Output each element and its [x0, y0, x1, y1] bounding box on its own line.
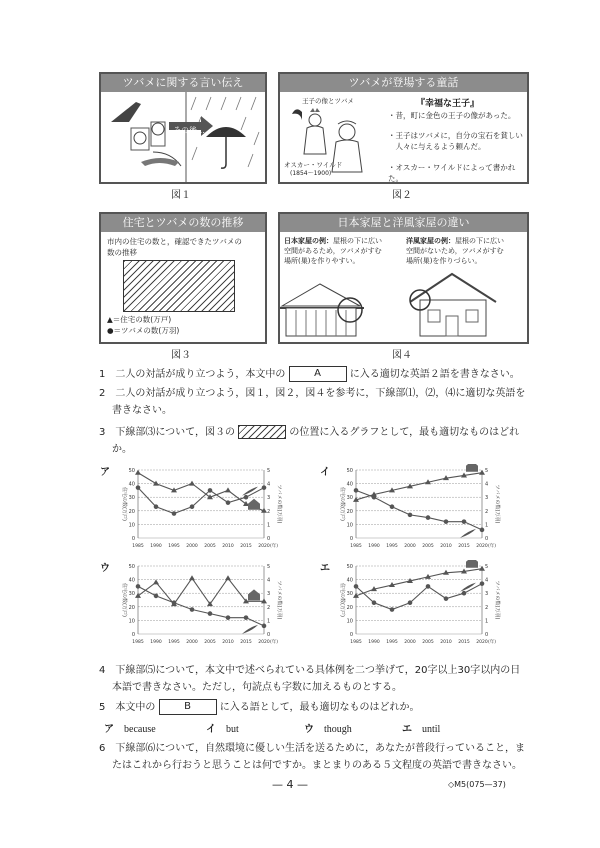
houses-data-point	[135, 470, 141, 475]
answer-box-a: A	[289, 366, 347, 382]
right-axis-title: ツバメの数(万羽)	[494, 580, 500, 620]
figure-4-panel	[278, 212, 529, 344]
right-axis-title: ツバメの数(万羽)	[276, 580, 282, 620]
right-tick-label: 5	[267, 564, 271, 570]
figure-2-caption: 図２	[392, 190, 412, 201]
figure-3-title: 住宅とツバメの数の推移	[101, 214, 265, 232]
swallows-data-point	[408, 600, 413, 605]
figure-2-title: ツバメが登場する童話	[280, 74, 527, 92]
right-tick-label: 5	[485, 564, 489, 570]
left-tick-label: 20	[346, 604, 353, 611]
x-tick-label: 2015	[240, 544, 252, 549]
swallows-data-point	[244, 495, 249, 500]
x-tick-label: 1985	[350, 544, 362, 549]
swallows-data-point	[262, 624, 267, 629]
swallow-icon	[242, 625, 258, 634]
choice-e	[402, 720, 440, 735]
swallows-data-point	[226, 500, 231, 505]
right-tick-label: 3	[485, 495, 489, 502]
right-tick-label: 1	[267, 618, 271, 625]
swallow-icon	[242, 487, 258, 496]
right-tick-label: 2	[485, 508, 489, 515]
swallows-series-line	[138, 488, 264, 514]
choice-a-mark: ア	[104, 724, 114, 735]
choice-a-word: because	[124, 724, 156, 735]
swallows-series-line	[356, 584, 482, 610]
swallows-data-point	[372, 495, 377, 500]
q1-text-a: 1 二人の対話が成り立つよう，本文中の	[99, 369, 286, 380]
jp-house-text	[284, 236, 402, 266]
chart-label-e: エ	[320, 563, 330, 574]
figure-3-caption: 図３	[171, 350, 191, 361]
x-tick-label: 1985	[132, 640, 144, 645]
swallows-data-point	[208, 611, 213, 616]
right-tick-label: 2	[485, 604, 489, 611]
answer-box-b: B	[159, 699, 217, 715]
left-tick-label: 20	[346, 508, 353, 515]
left-tick-label: 0	[131, 632, 135, 638]
right-tick-label: 4	[267, 577, 271, 584]
chart-option-a	[116, 464, 286, 560]
swallows-data-point	[372, 600, 377, 605]
right-tick-label: 0	[267, 536, 271, 542]
chart-label-u: ウ	[100, 563, 110, 574]
chart-label-a: ア	[100, 467, 110, 478]
swallows-data-point	[226, 615, 231, 620]
x-tick-label: 1985	[132, 544, 144, 549]
story-bullet-2: ・王子はツバメに，自分の宝石を貧しい	[388, 131, 523, 140]
swallows-data-point	[480, 581, 485, 586]
question-6-line-2: たはこれから行おうと思うことは何ですか。まとまりのある５文程度の英語で書きなさい。	[112, 760, 522, 771]
right-tick-label: 3	[267, 591, 271, 598]
right-tick-label: 1	[485, 618, 489, 625]
figure-1-title: ツバメに関する言い伝え	[101, 74, 265, 92]
x-tick-label: 2020	[258, 544, 270, 549]
x-tick-label: 1995	[168, 640, 180, 645]
left-tick-label: 40	[346, 577, 353, 584]
choice-i-word: but	[226, 724, 239, 735]
x-tick-label: 2020	[476, 640, 488, 645]
legend-houses: ▲＝住宅の数(万戸)	[107, 315, 172, 324]
swallows-data-point	[480, 528, 485, 533]
x-tick-label: 1990	[368, 640, 380, 645]
exam-code: ◇M5(075—37)	[448, 780, 506, 789]
choice-i	[206, 720, 239, 735]
x-tick-label: 2010	[440, 544, 452, 549]
author-label: オスカー・ワイルド	[284, 161, 343, 169]
x-tick-label: 1995	[386, 544, 398, 549]
jp-house-text-1: 屋根の下に広い	[333, 237, 382, 245]
left-tick-label: 30	[128, 591, 135, 598]
west-house-text-2: 空間がないため，ツバメがすむ	[406, 247, 504, 255]
swallows-data-point	[154, 504, 159, 509]
left-tick-label: 50	[346, 468, 353, 474]
houses-data-point	[225, 487, 231, 492]
swallows-data-point	[354, 584, 359, 589]
x-tick-label: 2005	[422, 640, 434, 645]
left-axis-title: 住宅の数(万戸)	[339, 583, 345, 617]
q5-text-b: に入る語として，最も適切なものはどれか。	[219, 702, 420, 713]
graph-placeholder	[123, 260, 235, 312]
left-tick-label: 0	[349, 536, 353, 542]
swallows-data-point	[136, 485, 141, 490]
left-axis-title: 住宅の数(万戸)	[121, 487, 127, 521]
x-tick-label: 2000	[404, 544, 416, 549]
houses-data-point	[225, 575, 231, 580]
choice-e-mark: エ	[402, 724, 412, 735]
figure-1-panel	[99, 72, 267, 184]
chart-option-i	[334, 464, 504, 560]
q3-text-b: の位置に入るグラフとして，最も適切なものはどれ	[289, 427, 520, 438]
right-tick-label: 2	[267, 508, 271, 515]
x-tick-label: 2005	[204, 640, 216, 645]
swallows-series-line	[138, 586, 264, 625]
swallows-data-point	[426, 515, 431, 520]
choice-u-mark: ウ	[304, 724, 314, 735]
x-tick-label: 2015	[458, 544, 470, 549]
swallows-data-point	[390, 504, 395, 509]
legend-swallows: ●＝ツバメの数(万羽)	[107, 326, 180, 335]
right-axis-title: ツバメの数(万羽)	[276, 484, 282, 524]
swallows-data-point	[444, 519, 449, 524]
book-title: 『幸福な王子』	[416, 99, 480, 109]
left-axis-title: 住宅の数(万戸)	[121, 583, 127, 617]
x-tick-label: 1995	[386, 640, 398, 645]
statue-label: 王子の像とツバメ	[302, 97, 354, 105]
swallows-data-point	[262, 485, 267, 490]
right-tick-label: 1	[267, 522, 271, 529]
left-tick-label: 30	[346, 591, 353, 598]
question-4-line-1: 4 下線部⑸について，本文中で述べられている具体例を二つ挙げて，20字以上30字以内の日	[99, 665, 521, 676]
right-tick-label: 4	[267, 481, 271, 488]
x-tick-label: 2000	[186, 640, 198, 645]
figure-2-panel	[278, 72, 529, 184]
x-tick-label: 2020	[258, 640, 270, 645]
left-tick-label: 10	[128, 618, 135, 625]
swallows-data-point	[172, 600, 177, 605]
x-tick-label: 2015	[240, 640, 252, 645]
question-6-line-1: 6 下線部⑹について，自然環境に優しい生活を送るために，あなたが普段行っていること，ま	[99, 743, 525, 754]
question-3	[99, 424, 539, 441]
swallows-data-point	[172, 511, 177, 516]
jp-house-label: 日本家屋の例：	[284, 237, 333, 245]
question-3-line-2: か。	[112, 444, 132, 455]
swallows-data-point	[154, 594, 159, 599]
chart-option-e	[334, 560, 504, 656]
left-tick-label: 30	[346, 495, 353, 502]
x-tick-label: 1985	[350, 640, 362, 645]
right-axis-title: ツバメの数(万羽)	[494, 484, 500, 524]
swallow-icon	[460, 529, 476, 538]
x-tick-label: 2005	[422, 544, 434, 549]
right-tick-label: 2	[267, 604, 271, 611]
question-4-line-2: 本語で書きなさい。ただし，句読点も字数に加えるものとする。	[112, 682, 402, 693]
west-house-text	[406, 236, 524, 266]
house-icon	[248, 499, 260, 510]
west-house-text-1: 屋根の下に広い	[455, 237, 504, 245]
chart-label-i: イ	[320, 467, 330, 478]
x-tick-label: 1990	[368, 544, 380, 549]
figure-3-desc-2: 数の推移	[107, 248, 137, 257]
swallows-data-point	[462, 519, 467, 524]
swallows-data-point	[390, 607, 395, 612]
x-tick-label: 2015	[458, 640, 470, 645]
left-tick-label: 20	[128, 604, 135, 611]
question-2-line-2: 書きなさい。	[112, 405, 172, 416]
graph-placeholder-icon	[238, 425, 286, 439]
x-tick-label: 1990	[150, 544, 162, 549]
q3-text-a: 3 下線部⑶について，図３の	[99, 427, 235, 438]
houses-data-point	[153, 579, 159, 584]
houses-illustration	[280, 270, 527, 340]
swallows-data-point	[136, 584, 141, 589]
left-tick-label: 50	[128, 564, 135, 570]
x-tick-label: 1990	[150, 640, 162, 645]
left-tick-label: 10	[128, 522, 135, 529]
story-bullet-3: ・オスカー・ワイルドによって書かれた。	[388, 163, 516, 183]
x-tick-label: 2010	[222, 640, 234, 645]
question-2-line-1: 2 二人の対話が成り立つよう，図１，図２，図４を参考に，下線部⑴，⑵，⑷に適切な英語を	[99, 388, 526, 399]
swallows-data-point	[426, 584, 431, 589]
house-icon	[466, 464, 478, 472]
right-tick-label: 0	[485, 632, 489, 638]
swallows-data-point	[462, 591, 467, 596]
x-unit-label: (年)	[487, 544, 497, 549]
swallows-data-point	[208, 488, 213, 493]
left-tick-label: 10	[346, 522, 353, 529]
left-tick-label: 0	[349, 632, 353, 638]
story-bullet-2-cont: 人々に与えるよう頼んだ。	[388, 142, 486, 151]
right-tick-label: 4	[485, 577, 489, 584]
jp-house-text-3: 場所(巣)を作りやすい。	[284, 257, 360, 265]
house-icon	[248, 589, 260, 600]
left-tick-label: 40	[128, 481, 135, 488]
jp-house-text-2: 空間があるため，ツバメがすむ	[284, 247, 382, 255]
choice-e-word: until	[422, 724, 441, 735]
left-tick-label: 50	[346, 564, 353, 570]
swallows-data-point	[190, 504, 195, 509]
houses-data-point	[153, 481, 159, 486]
right-tick-label: 5	[267, 468, 271, 474]
figure-1-illustration	[101, 92, 265, 182]
swallows-data-point	[190, 607, 195, 612]
x-unit-label: (年)	[269, 640, 279, 645]
west-house-text-3: 場所(巣)を作りづらい。	[406, 257, 482, 265]
x-unit-label: (年)	[487, 640, 497, 645]
q1-text-b: に入る適切な英語２語を書きなさい。	[349, 369, 520, 380]
author-years: (1854〜1900)	[290, 170, 332, 177]
house-icon	[466, 560, 478, 568]
swallows-data-point	[244, 615, 249, 620]
figure-4-caption: 図４	[392, 350, 412, 361]
x-tick-label: 1995	[168, 544, 180, 549]
question-1	[99, 366, 539, 383]
page-number: — 4 —	[272, 778, 308, 791]
figure-1-arrow-label: その後…	[173, 126, 205, 135]
choice-i-mark: イ	[206, 724, 216, 735]
right-tick-label: 3	[267, 495, 271, 502]
left-tick-label: 0	[131, 536, 135, 542]
swallow-icon	[460, 583, 476, 592]
right-tick-label: 0	[485, 536, 489, 542]
figure-4-title: 日本家屋と洋風家屋の違い	[280, 214, 527, 232]
left-axis-title: 住宅の数(万戸)	[339, 487, 345, 521]
figure-3-desc-1: 市内の住宅の数と，確認できたツバメの	[107, 237, 242, 246]
choice-u-word: though	[324, 724, 352, 735]
x-tick-label: 2000	[186, 544, 198, 549]
left-tick-label: 50	[128, 468, 135, 474]
left-tick-label: 30	[128, 495, 135, 502]
right-tick-label: 3	[485, 591, 489, 598]
right-tick-label: 5	[485, 468, 489, 474]
chart-option-u	[116, 560, 286, 656]
figure-3-panel	[99, 212, 267, 344]
x-tick-label: 2005	[204, 544, 216, 549]
houses-data-point	[189, 481, 195, 486]
x-tick-label: 2010	[222, 544, 234, 549]
swallows-data-point	[444, 596, 449, 601]
x-tick-label: 2000	[404, 640, 416, 645]
right-tick-label: 4	[485, 481, 489, 488]
houses-data-point	[189, 575, 195, 580]
left-tick-label: 40	[346, 481, 353, 488]
q5-text-a: 5 本文中の	[99, 702, 156, 713]
question-5	[99, 699, 539, 716]
story-bullet-1: ・昔，町に金色の王子の像があった。	[388, 111, 516, 120]
swallows-data-point	[408, 513, 413, 518]
swallows-data-point	[354, 488, 359, 493]
right-tick-label: 0	[267, 632, 271, 638]
choice-u	[304, 720, 352, 735]
left-tick-label: 20	[128, 508, 135, 515]
x-unit-label: (年)	[269, 544, 279, 549]
figure-1-caption: 図１	[171, 190, 191, 201]
choice-a	[104, 720, 156, 735]
left-tick-label: 10	[346, 618, 353, 625]
left-tick-label: 40	[128, 577, 135, 584]
right-tick-label: 1	[485, 522, 489, 529]
x-tick-label: 2010	[440, 640, 452, 645]
west-house-label: 洋風家屋の例：	[406, 237, 455, 245]
x-tick-label: 2020	[476, 544, 488, 549]
